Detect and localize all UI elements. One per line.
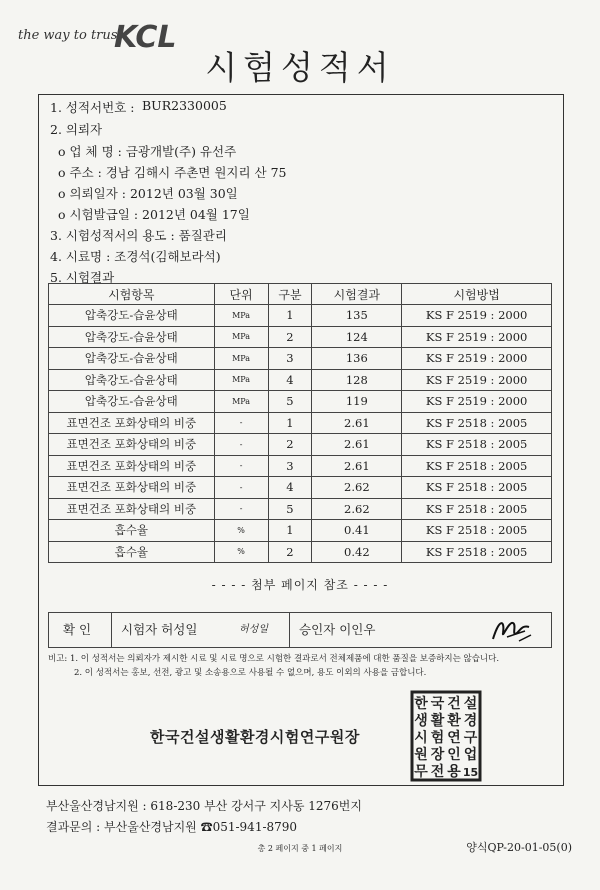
- official-seal-icon: [410, 690, 482, 782]
- cell-method: KS F 2518 : 2005: [402, 434, 552, 456]
- client-heading: 2. 의뢰자: [50, 122, 103, 137]
- cell-result: 124: [312, 326, 402, 348]
- seal-char: 인: [447, 747, 461, 763]
- results-body: [49, 305, 552, 563]
- seal-char: 원: [414, 747, 428, 763]
- cell-result: 136: [312, 348, 402, 370]
- table-row: [49, 541, 552, 563]
- cell-method: KS F 2519 : 2000: [402, 326, 552, 348]
- cell-unit: -: [214, 412, 268, 434]
- cell-division: 5: [268, 391, 312, 413]
- approver-signature-icon: [489, 615, 533, 645]
- cell-division: 1: [268, 412, 312, 434]
- address-line: o 주소 : 경남 김해시 주촌면 원지리 산 75: [58, 165, 287, 180]
- cell-division: 4: [268, 477, 312, 499]
- seal-char: 장: [430, 747, 445, 763]
- cell-test-item: 표면건조 포화상태의 비중: [49, 477, 215, 499]
- approver-name: 승인자 이인우: [299, 622, 376, 637]
- table-row: [49, 326, 552, 348]
- header-result: 시험결과: [312, 284, 402, 305]
- cell-unit: %: [214, 520, 268, 542]
- cell-division: 1: [268, 305, 312, 327]
- cell-method: KS F 2519 : 2000: [402, 369, 552, 391]
- inquiry-contact: 결과문의 : 부산울산경남지원 ☎051-941-8790: [46, 820, 298, 834]
- seal-char: 시: [414, 730, 428, 746]
- cell-division: 3: [268, 348, 312, 370]
- divider: [289, 613, 290, 647]
- table-row: [49, 391, 552, 413]
- header-unit: 단위: [214, 284, 268, 305]
- cell-test-item: 표면건조 포화상태의 비중: [49, 455, 215, 477]
- seal-char: 환: [447, 713, 461, 729]
- company-line: o 업 체 명 : 금광개발(주) 유선주: [58, 144, 237, 159]
- organization-name: 한국건설생활환경시험연구원장: [150, 728, 360, 746]
- cell-test-item: 압축강도-습윤상태: [49, 348, 215, 370]
- report-number-label: 1. 성적서번호 :: [50, 100, 135, 115]
- tester-name: 시험자 허성일: [121, 622, 198, 637]
- cell-result: 2.62: [312, 498, 402, 520]
- usage-line: 3. 시험성적서의 용도 : 품질관리: [50, 228, 227, 243]
- tagline: the way to trust: [18, 28, 123, 43]
- confirmation-box: [48, 612, 552, 648]
- seal-char: 건: [447, 696, 461, 712]
- cell-unit: -: [214, 498, 268, 520]
- header-method: 시험방법: [402, 284, 552, 305]
- cell-test-item: 흡수율: [49, 541, 215, 563]
- header-test-item: 시험항목: [49, 284, 215, 305]
- cell-unit: MPa: [214, 326, 268, 348]
- table-row: [49, 434, 552, 456]
- cell-method: KS F 2519 : 2000: [402, 391, 552, 413]
- cell-division: 4: [268, 369, 312, 391]
- table-row: [49, 369, 552, 391]
- cell-test-item: 표면건조 포화상태의 비중: [49, 412, 215, 434]
- cell-method: KS F 2519 : 2000: [402, 305, 552, 327]
- cell-test-item: 압축강도-습윤상태: [49, 369, 215, 391]
- cell-unit: -: [214, 434, 268, 456]
- cell-result: 0.42: [312, 541, 402, 563]
- issue-date-line: o 시험발급일 : 2012년 04월 17일: [58, 207, 250, 222]
- cell-result: 135: [312, 305, 402, 327]
- report-number: BUR2330005: [142, 98, 227, 113]
- seal-char: 험: [430, 730, 445, 746]
- cell-method: KS F 2518 : 2005: [402, 455, 552, 477]
- seal-char: 국: [430, 696, 445, 712]
- page-info: 총 2 페이지 중 1 페이지: [257, 844, 343, 853]
- cell-method: KS F 2518 : 2005: [402, 520, 552, 542]
- cell-result: 2.61: [312, 434, 402, 456]
- table-header-row: [49, 284, 552, 305]
- seal-char: 생: [414, 713, 428, 729]
- remark-1: 비고: 1. 이 성적서는 의뢰자가 제시한 시료 및 시료 명으로 시험한 결과로서 전체제품에 대한 품질을 보증하지는 않습니다.: [48, 654, 500, 664]
- table-row: [49, 498, 552, 520]
- branch-address: 부산울산경남지원 : 618-230 부산 강서구 지사동 1276번지: [46, 799, 362, 813]
- seal-char: 전: [430, 764, 445, 780]
- table-row: [49, 520, 552, 542]
- cell-method: KS F 2518 : 2005: [402, 498, 552, 520]
- cell-division: 1: [268, 520, 312, 542]
- seal-char: 설: [463, 696, 478, 712]
- table-row: [49, 477, 552, 499]
- form-number: 양식QP-20-01-05(0): [466, 841, 572, 854]
- seal-char: 업: [463, 747, 478, 763]
- confirmation-label: 확 인: [63, 622, 92, 637]
- results-table: [48, 283, 552, 563]
- cell-division: 3: [268, 455, 312, 477]
- table-row: [49, 348, 552, 370]
- cell-unit: -: [214, 477, 268, 499]
- cell-result: 2.61: [312, 412, 402, 434]
- cell-unit: -: [214, 455, 268, 477]
- remark-2: 2. 이 성적서는 홍보, 선전, 광고 및 소송용으로 사용될 수 없으며, 용도 이외의 사용을 금합니다.: [74, 668, 427, 678]
- cell-unit: %: [214, 541, 268, 563]
- cell-test-item: 압축강도-습윤상태: [49, 305, 215, 327]
- cell-result: 0.41: [312, 520, 402, 542]
- remarks: [48, 652, 499, 680]
- divider: [111, 613, 112, 647]
- cell-unit: MPa: [214, 391, 268, 413]
- sample-line: 4. 시료명 : 조경석(김해보라석): [50, 249, 221, 264]
- seal-char: 활: [430, 713, 445, 729]
- cell-division: 2: [268, 326, 312, 348]
- results-heading: 5. 시험결과: [50, 270, 115, 285]
- cell-unit: MPa: [214, 305, 268, 327]
- seal-char: 15: [462, 766, 479, 779]
- cell-test-item: 표면건조 포화상태의 비중: [49, 434, 215, 456]
- header-division: 구분: [268, 284, 312, 305]
- cell-result: 2.62: [312, 477, 402, 499]
- cell-method: KS F 2518 : 2005: [402, 477, 552, 499]
- attachment-note: - - - - 첨부 페이지 참조 - - - -: [211, 578, 389, 592]
- cell-division: 2: [268, 434, 312, 456]
- cell-unit: MPa: [214, 369, 268, 391]
- cell-method: KS F 2519 : 2000: [402, 348, 552, 370]
- seal-char: 연: [447, 730, 461, 746]
- table-row: [49, 305, 552, 327]
- cell-division: 5: [268, 498, 312, 520]
- cell-test-item: 흡수율: [49, 520, 215, 542]
- request-date-line: o 의뢰일자 : 2012년 03월 30일: [58, 186, 238, 201]
- document-title: 시험성적서: [205, 48, 395, 87]
- cell-result: 2.61: [312, 455, 402, 477]
- cell-test-item: 압축강도-습윤상태: [49, 326, 215, 348]
- cell-method: KS F 2518 : 2005: [402, 541, 552, 563]
- cell-test-item: 압축강도-습윤상태: [49, 391, 215, 413]
- table-row: [49, 412, 552, 434]
- cell-test-item: 표면건조 포화상태의 비중: [49, 498, 215, 520]
- seal-char: 용: [447, 764, 461, 780]
- seal-char: 구: [463, 730, 478, 746]
- table-row: [49, 455, 552, 477]
- cell-division: 2: [268, 541, 312, 563]
- seal-char: 무: [414, 764, 428, 780]
- cell-result: 128: [312, 369, 402, 391]
- svg-text:KCL: KCL: [114, 20, 177, 52]
- seal-char: 한: [414, 696, 428, 712]
- cell-method: KS F 2518 : 2005: [402, 412, 552, 434]
- cell-result: 119: [312, 391, 402, 413]
- tester-signature: 허성일: [239, 624, 268, 635]
- cell-unit: MPa: [214, 348, 268, 370]
- seal-char: 경: [463, 713, 478, 729]
